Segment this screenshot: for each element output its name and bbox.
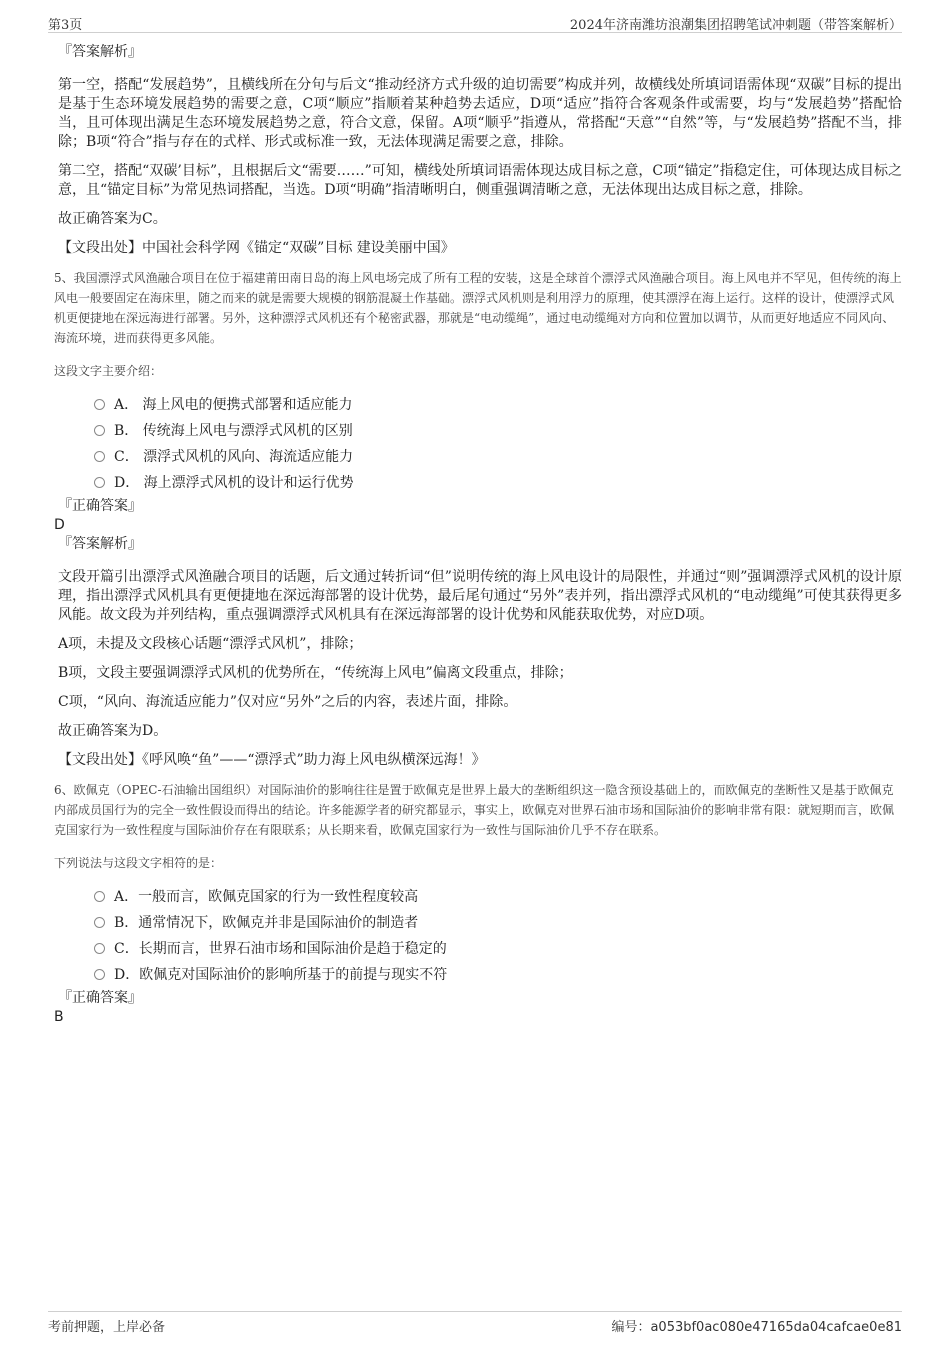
correct-answer-heading: 『正确答案』 [58, 990, 142, 1006]
conclusion-text: 故正确答案为D。 [58, 723, 168, 739]
analysis-paragraph: 第一空，搭配“发展趋势”，且横线所在分句与后文“推动经济方式升级的迫切需要”构成并列，故横线处所填词语需体现“双碳”目标的提出是基于生态环境发展趋势的需要之意，C项“顺应”指顺着某种趋势去适应，D项“适应”指符合客观条件或需要，均与“发展趋势”搭配恰当，且可体现出满足生态环境发展趋势之意，符合文意，保留。A项“顺乎”指遵从，常搭配“天意”“自然”等，与“发展趋势”搭配不当，排除；B项“符合”指与存在的式样、形式或标准一致，无法体现满足需要之意，排除。 [58, 77, 902, 150]
question-6-options [94, 884, 902, 988]
radio-button[interactable] [94, 891, 105, 902]
exclusion-b: B项，文段主要强调漂浮式风机的优势所在，“传统海上风电”偏离文段重点，排除； [58, 665, 573, 681]
question-6-passage: 6、欧佩克（OPEC-石油输出国组织）对国际油价的影响往往是置于欧佩克是世界上最大的垄断组织这一隐含预设基础上的，而欧佩克的垄断性又是基于欧佩克内部成员国行为的完全一致性假设而得出的结论。许多能源学者的研究都显示，事实上，欧佩克对世界石油市场和国际油价的影响非常有限：就短期而言，欧佩克国家行为一致性程度与国际油价存在有限联系；从长期来看，欧佩克国家行为一致性与国际油价几乎不存在联系。 [54, 783, 895, 837]
option-label: A．一般而言，欧佩克国家的行为一致性程度较高 [114, 889, 419, 905]
option-label: C． 漂浮式风机的风向、海流适应能力 [114, 449, 354, 465]
correct-answer: B [54, 1009, 64, 1025]
question-5-stem: 这段文字主要介绍： [54, 364, 163, 378]
analysis-heading: 『答案解析』 [58, 44, 142, 60]
option-c[interactable] [94, 444, 902, 470]
exclusion-a: A项，未提及文段核心话题“漂浮式风机”，排除； [58, 636, 363, 652]
analysis-paragraph: 第二空，搭配“双碳’目标”，且根据后文“需要……”可知，横线处所填词语需体现达成目标之意，C项“锚定”指稳定住，可体现达成目标之意，且“锚定目标”为常见热词搭配，当选。D项“明确”指清晰明白，侧重强调清晰之意，无法体现出达成目标之意，排除。 [58, 163, 902, 198]
option-label: D．欧佩克对国际油价的影响所基于的前提与现实不符 [114, 967, 448, 983]
footer-slogan: 考前押题，上岸必备 [48, 1320, 166, 1335]
option-d[interactable] [94, 962, 902, 988]
option-b[interactable] [94, 418, 902, 444]
correct-answer-heading: 『正确答案』 [58, 498, 142, 514]
option-a[interactable] [94, 392, 902, 418]
option-a[interactable] [94, 884, 902, 910]
option-label: A． 海上风电的便携式部署和适应能力 [114, 397, 353, 413]
option-d[interactable] [94, 470, 902, 496]
analysis-heading: 『答案解析』 [58, 536, 142, 552]
source-citation: 【文段出处】中国社会科学网《锚定“双碳”目标 建设美丽中国》 [58, 240, 455, 256]
question-5-options [94, 392, 902, 496]
radio-button[interactable] [94, 917, 105, 928]
option-label: C．长期而言，世界石油市场和国际油价是趋于稳定的 [114, 941, 447, 957]
analysis-paragraph: 文段开篇引出漂浮式风渔融合项目的话题，后文通过转折词“但”说明传统的海上风电设计的局限性，并通过“则”强调漂浮式风机的设计原理，指出漂浮式风机具有更便捷地在深远海部署的设计优势，最后尾句通过“另外”表并列，指出漂浮式风机的“电动缆绳”可使其获得更多风能。故文段为并列结构，重点强调漂浮式风机具有在深远海部署的设计优势和风能获取优势，对应D项。 [58, 569, 902, 623]
exclusion-c: C项，“风向、海流适应能力”仅对应“另外”之后的内容，表述片面，排除。 [58, 694, 518, 710]
page-footer [48, 1311, 902, 1334]
option-label: B． 传统海上风电与漂浮式风机的区别 [114, 423, 353, 439]
radio-button[interactable] [94, 451, 105, 462]
radio-button[interactable] [94, 477, 105, 488]
document-id: 编号：a053bf0ac080e47165da04cafcae0e81 [611, 1320, 902, 1335]
question-6-stem: 下列说法与这段文字相符的是： [54, 856, 223, 870]
option-label: B．通常情况下，欧佩克并非是国际油价的制造者 [114, 915, 419, 931]
page-number: 第3页 [48, 18, 83, 33]
question-5-passage: 5、我国漂浮式风渔融合项目在位于福建莆田南日岛的海上风电场完成了所有工程的安装，这是全球首个漂浮式风渔融合项目。海上风电并不罕见，但传统的海上风电一般要固定在海床里，随之而来的就是需要大规模的钢筋混凝土作基础。漂浮式风机则是利用浮力的原理，使其漂浮在海上运行。这样的设计，使漂浮式风机更便捷地在深远海进行部署。另外，这种漂浮式风机还有个秘密武器，那就是“电动缆绳”，通过电动缆绳对方向和位置加以调节，从而更好地适应不同风向、海流环境，进而获得更多风能。 [54, 271, 902, 345]
radio-button[interactable] [94, 399, 105, 410]
option-c[interactable] [94, 936, 902, 962]
correct-answer: D [54, 517, 65, 533]
source-citation: 【文段出处】《呼风唤“鱼”——“漂浮式”助力海上风电纵横深远海！》 [58, 752, 486, 768]
option-label: D． 海上漂浮式风机的设计和运行优势 [114, 475, 354, 491]
conclusion-text: 故正确答案为C。 [58, 211, 167, 227]
page-content [48, 42, 902, 1026]
document-title: 2024年济南潍坊浪潮集团招聘笔试冲刺题（带答案解析） [569, 18, 902, 33]
option-b[interactable] [94, 910, 902, 936]
page-header [48, 12, 902, 33]
radio-button[interactable] [94, 943, 105, 954]
radio-button[interactable] [94, 425, 105, 436]
radio-button[interactable] [94, 969, 105, 980]
